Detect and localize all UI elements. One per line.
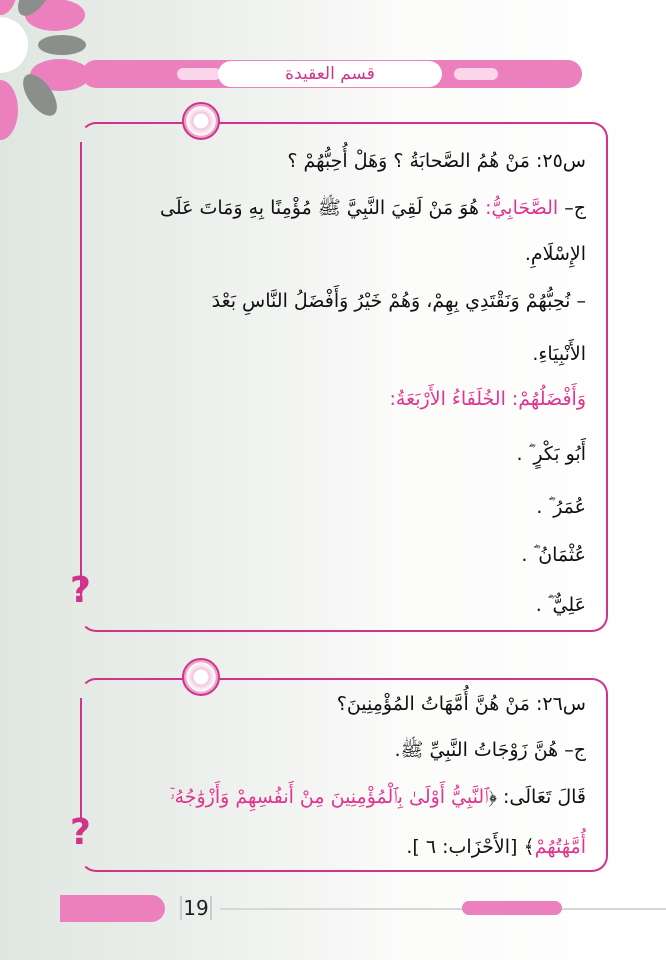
love-line1: – نُحِبُّهُمْ وَنَقْتَدِي بِهِمْ، وَهُمْ خَيْرُ وَأَفْضَلُ النَّاسِ بَعْدَ xyxy=(211,290,586,312)
answer-26: ج– هُنَّ زَوْجَاتُ النَّبِيِّ ﷺ. xyxy=(394,739,586,761)
medallion-icon xyxy=(182,658,220,696)
love-line2: الأَنْبِيَاءِ. xyxy=(532,343,586,365)
ornament-icon xyxy=(177,68,221,80)
answer-25-line2: الإِسْلَامِ. xyxy=(524,243,586,265)
question-26: س٢٦: مَنْ هُنَّ أُمَّهَاتُ المُؤْمِنِينَ؟ xyxy=(336,693,586,715)
term-sahabi: الصَّحَابِيُّ: xyxy=(485,197,559,219)
section-header xyxy=(82,60,582,88)
flower-ornament xyxy=(0,0,90,160)
medallion-icon xyxy=(182,102,220,140)
verse-line1: قَالَ تَعَالَى: ﴿ٱلنَّبِيُّ أَوْلَىٰ بِٱلْمُؤْمِنِينَ مِنْ أَنفُسِهِمْ وَأَزْوَٰجُهُۥٓ xyxy=(169,786,586,808)
question-25: س٢٥: مَنْ هُمُ الصَّحابَةُ ؟ وَهَلْ أُحِبُّهُمْ ؟ xyxy=(287,150,586,172)
ornament-icon xyxy=(454,68,498,80)
caliph-item: أَبُو بَكْرٍ ؓ . xyxy=(516,443,586,465)
caliph-item: عُمَرُ ؓ . xyxy=(536,496,586,518)
question-mark-icon: ? xyxy=(70,570,91,611)
footer-divider xyxy=(220,908,666,910)
verse-line2: أُمَّهَٰتُهُمْ﴾ [الأَحْزَاب: ٦ ]. xyxy=(406,836,586,858)
page-number: 19 xyxy=(180,896,212,920)
caliph-item: عُثْمَانُ ؓ . xyxy=(521,544,586,566)
best-heading: وَأَفْضَلُهُمْ: الخُلَفَاءُ الأَرْبَعَةُ: xyxy=(389,388,586,410)
caliph-item: عَلِيٌّ ؓ . xyxy=(535,594,586,616)
footer-bar xyxy=(60,895,165,922)
footer-ornament-icon xyxy=(462,901,562,915)
question-mark-icon: ? xyxy=(70,812,91,853)
answer-25-line1: ج– الصَّحَابِيُّ: هُوَ مَنْ لَقِيَ النَّبِيَّ ﷺ مُؤْمِنًا بِهِ وَمَاتَ عَلَى xyxy=(160,197,586,219)
section-title: قسم العقيدة xyxy=(285,64,375,84)
